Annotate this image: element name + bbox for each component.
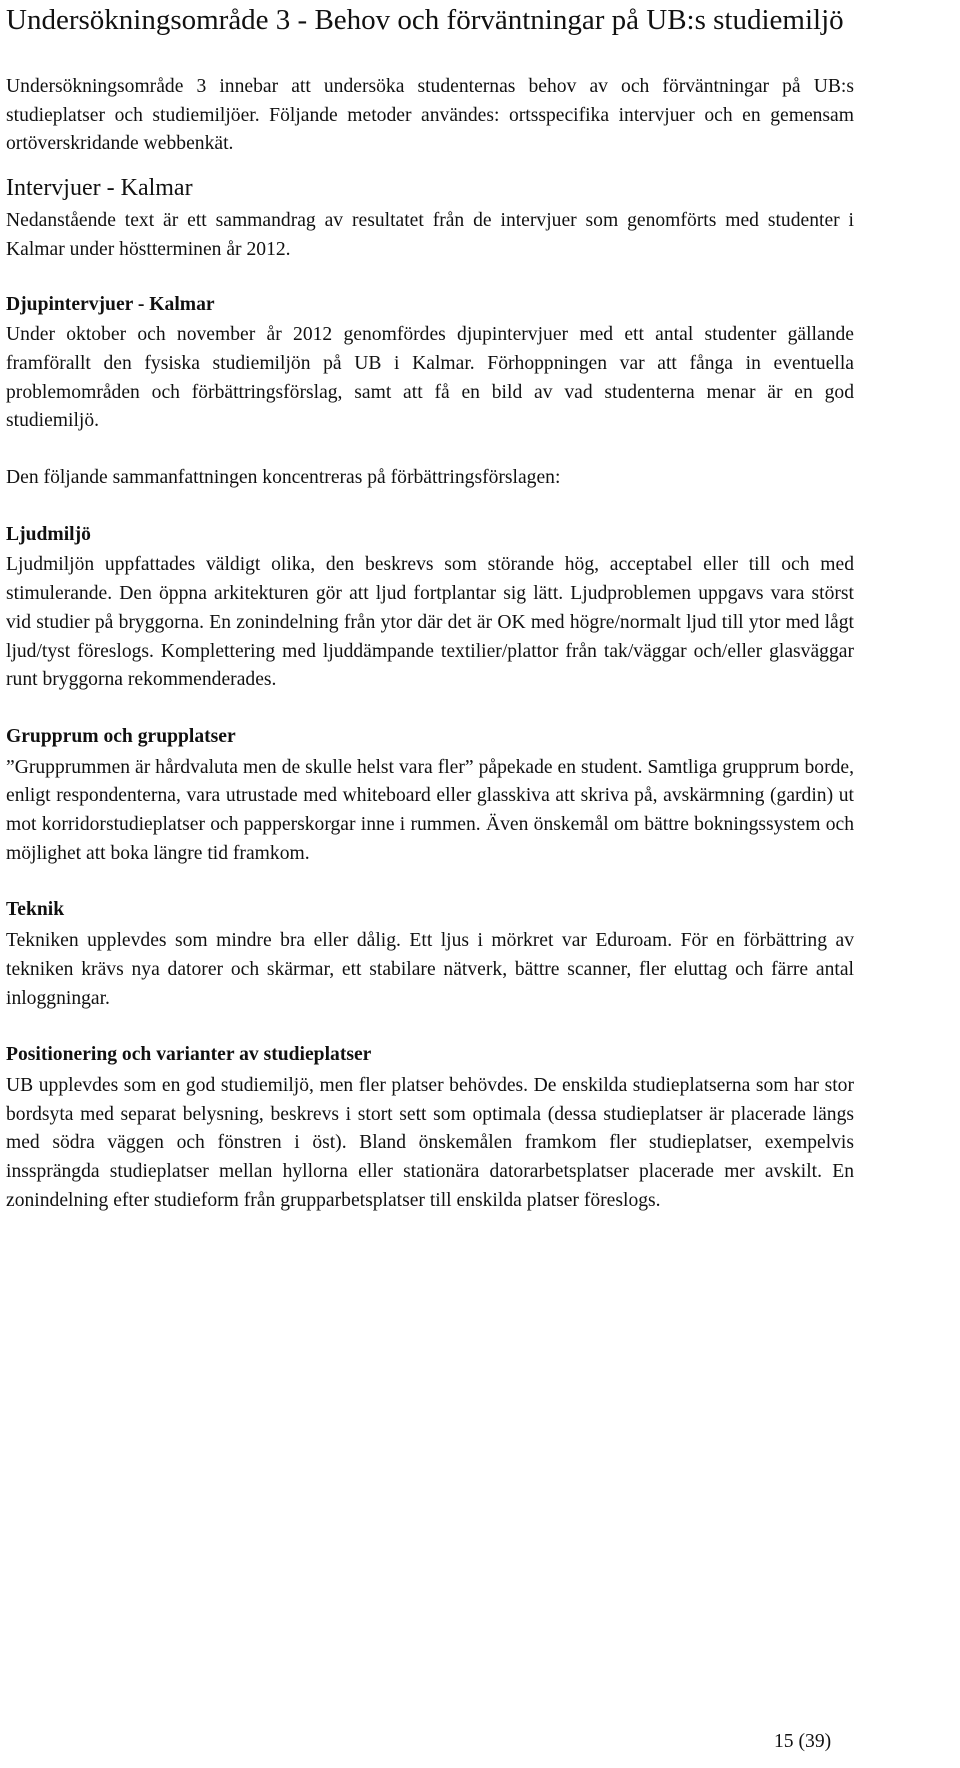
sound-paragraph: Ljudmiljön uppfattades väldigt olika, den beskrevs som störande hög, acceptabel eller till och med stimulerande. Den öppna arkitekturen gör att ljud fortplantar sig lätt. Ljudproblemen uppgavs vara störst vid studier på bryggorna. En zonindelning från ytor där det är OK med högre/normalt ljud till ytor med lågt ljud/tyst föreslogs. Komplettering med ljuddämpande textilier/plattor från tak/väggar och/eller glasväggar runt bryggorna rekommenderades.: [6, 554, 854, 691]
tech-paragraph: Tekniken upplevdes som mindre bra eller dålig. Ett ljus i mörkret var Eduroam. För en förbättring av tekniken krävs nya datorer och skärmar, ett stabilare nätverk, bättre scanner, fler eluttag och färre antal inloggningar.: [6, 930, 854, 1009]
heading-sound: Ljudmiljö: [6, 523, 91, 545]
heading-tech: Teknik: [6, 899, 65, 921]
intro-paragraph: Undersökningsområde 3 innebar att undersöka studenternas behov av och förväntningar på UB:s studieplatser och studiemiljöer. Följande metoder användes: ortsspecifika intervjuer och en gemensam ortöverskridande webbenkät.: [6, 76, 854, 155]
page-title: Undersökningsområde 3 - Behov och förväntningar på UB:s studiemiljö: [6, 4, 844, 36]
group-rooms-paragraph: ”Grupprummen är hårdvaluta men de skulle helst vara fler” påpekade en student. Samtliga grupprum borde, enligt respondenterna, vara utrustade med whiteboard eller glasskiva att skriva på, avskärmning (gardin) ut mot korridorstudieplatser och papperskorgar inne i rummen. Även önskemål om bättre bokningssystem och möjlighet att boka längre tid framkom.: [6, 756, 854, 864]
positioning-paragraph: UB upplevdes som en god studiemiljö, men fler platser behövdes. De enskilda studieplatserna som har stor bordsyta med separat belysning, beskrevs i stort sett som optimala (dessa studieplatser är placerade längs med södra väggen och fönstren i öst). Bland önskemålen framkom fler studieplatser, exempelvis inssprängda studieplatser mellan hyllorna eller stationära datorarbetsplatser placerade mer avskilt. En zonindelning efter studieform från grupparbetsplatser till enskilda platser föreslogs.: [6, 1074, 854, 1211]
heading-interviews: Intervjuer - Kalmar: [6, 175, 193, 202]
heading-deep-interviews: Djupintervjuer - Kalmar: [6, 293, 215, 315]
heading-positioning: Positionering och varianter av studieplatser: [6, 1044, 372, 1066]
summary-intro: Den följande sammanfattningen koncentreras på förbättringsförslagen:: [6, 467, 561, 489]
deep-interviews-paragraph: Under oktober och november år 2012 genomfördes djupintervjuer med ett antal studenter gällande framförallt den fysiska studiemiljön på UB i Kalmar. Förhoppningen var att fånga in eventuella problemområden och förbättringsförslag, samt att få en bild av vad studenterna menar är en god studiemiljö.: [6, 324, 854, 432]
interviews-paragraph: Nedanstående text är ett sammandrag av resultatet från de intervjuer som genomförts med studenter i Kalmar under höstterminen år 2012.: [6, 210, 854, 260]
page-number: 15 (39): [774, 1731, 832, 1752]
document-content: [6, 0, 854, 1216]
heading-group-rooms: Grupprum och grupplatser: [6, 725, 236, 747]
